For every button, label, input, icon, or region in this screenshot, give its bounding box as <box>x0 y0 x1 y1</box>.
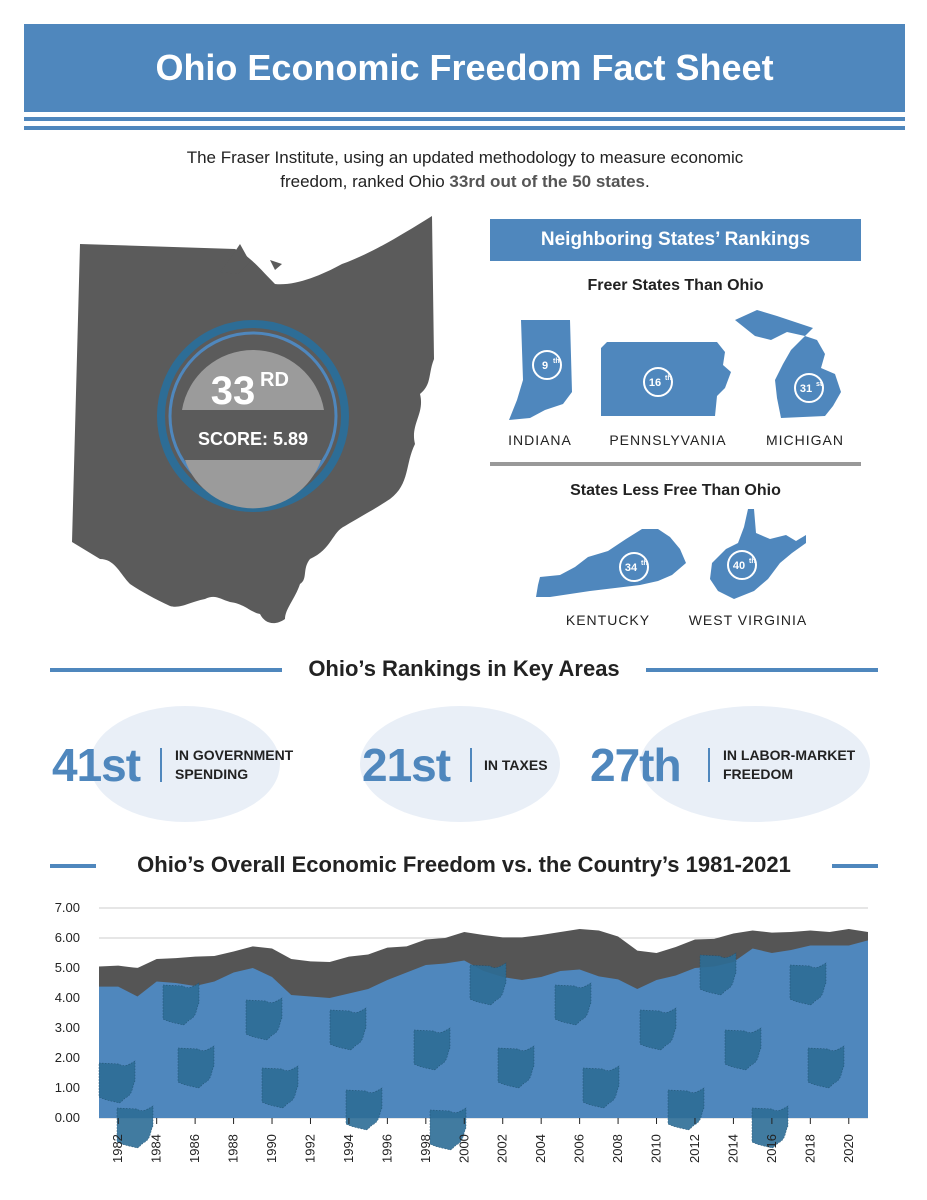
x-tick-label: 1984 <box>148 1134 164 1163</box>
michigan-upper-shape <box>735 310 813 340</box>
x-tick-label: 2020 <box>840 1134 856 1163</box>
spending-desc <box>175 746 293 784</box>
ohio-score: SCORE: 5.89 <box>197 429 309 449</box>
intro-line-2-prefix: freedom, ranked Ohio <box>280 172 450 191</box>
x-tick-label: 1994 <box>340 1134 356 1163</box>
chart-rule-right <box>832 864 878 868</box>
taxes-desc <box>484 756 548 775</box>
labor-desc-line-2: FREEDOM <box>723 766 793 782</box>
y-tick-label: 6.00 <box>54 930 80 945</box>
y-tick-label: 5.00 <box>54 960 80 975</box>
west-virginia-label: WEST VIRGINIA <box>688 612 808 628</box>
x-tick-label: 1988 <box>225 1134 241 1163</box>
spending-divider <box>160 748 162 782</box>
freer-heading: Freer States Than Ohio <box>587 277 764 294</box>
ohio-map <box>70 214 440 630</box>
less-free-heading: States Less Free Than Ohio <box>570 482 781 499</box>
kentucky-label: KENTUCKY <box>565 612 651 628</box>
intro-line-2-suffix: . <box>644 172 650 191</box>
intro-text <box>120 146 810 194</box>
title-bar <box>24 24 905 112</box>
x-tick-label: 2004 <box>533 1134 549 1163</box>
kentucky-rank-suffix: th <box>641 560 648 567</box>
y-tick-label: 3.00 <box>54 1020 80 1035</box>
x-tick-label: 1986 <box>187 1134 203 1163</box>
indiana-rank-suffix: th <box>553 358 560 365</box>
y-axis-ticks <box>55 900 80 1125</box>
ohio-icon <box>668 1088 704 1130</box>
labor-divider <box>708 748 710 782</box>
indiana-rank: 9 <box>541 360 549 372</box>
x-tick-label: 2002 <box>494 1134 510 1163</box>
indiana-label: INDIANA <box>508 432 572 448</box>
y-tick-label: 2.00 <box>54 1050 80 1065</box>
x-tick-label: 1998 <box>417 1134 433 1163</box>
y-tick-label: 0.00 <box>54 1110 80 1125</box>
key-areas-heading: Ohio’s Rankings in Key Areas <box>282 656 646 682</box>
x-tick-label: 2006 <box>571 1134 587 1163</box>
title-rule-top <box>24 117 905 121</box>
x-tick-label: 2016 <box>763 1134 779 1163</box>
y-tick-label: 1.00 <box>54 1080 80 1095</box>
spending-desc-line-2: SPENDING <box>175 766 249 782</box>
x-tick-label: 2018 <box>802 1134 818 1163</box>
intro-line-1: The Fraser Institute, using an updated methodology to measure economic <box>186 148 744 167</box>
west-virginia-rank: 40 <box>732 560 746 572</box>
x-tick-label: 1982 <box>110 1134 126 1163</box>
intro-highlight: 33rd out of the 50 states <box>449 172 645 191</box>
chart-rule-left <box>50 864 96 868</box>
taxes-desc-line-1: IN TAXES <box>484 757 548 773</box>
west-virginia-shape <box>710 509 806 599</box>
x-tick-label: 2012 <box>686 1134 702 1163</box>
x-tick-label: 1996 <box>379 1134 395 1163</box>
x-tick-label: 1990 <box>264 1134 280 1163</box>
area-chart <box>0 890 927 1180</box>
intro-line-2 <box>120 170 810 194</box>
labor-rank: 27th <box>590 739 681 791</box>
freer-states-graphic <box>495 310 865 425</box>
labor-desc <box>723 746 855 784</box>
neighbors-heading: Neighboring States’ Rankings <box>490 219 861 261</box>
x-tick-label: 2010 <box>648 1134 664 1163</box>
page-title: Ohio Economic Freedom Fact Sheet <box>155 47 774 88</box>
neighbors-divider <box>490 462 861 466</box>
pennsylvania-rank: 16 <box>648 377 662 389</box>
pennsylvania-label: PENNSLYVANIA <box>609 432 727 448</box>
x-axis-ticks <box>110 1118 856 1163</box>
ohio-rank-suffix: RD <box>260 369 289 391</box>
pennsylvania-rank-suffix: th <box>665 375 672 382</box>
spending-desc-line-1: IN GOVERNMENT <box>175 747 294 763</box>
michigan-rank-suffix: st <box>816 381 823 388</box>
kentucky-shape <box>536 529 686 597</box>
ohio-icon <box>346 1088 382 1130</box>
michigan-rank: 31 <box>799 383 813 395</box>
michigan-label: MICHIGAN <box>766 432 844 448</box>
x-tick-label: 2014 <box>725 1134 741 1163</box>
x-tick-label: 2008 <box>610 1134 626 1163</box>
less-free-states-graphic <box>530 505 820 605</box>
x-tick-label: 1992 <box>302 1134 318 1163</box>
west-virginia-rank-suffix: th <box>749 558 756 565</box>
spending-rank: 41st <box>52 739 141 791</box>
x-tick-label: 2000 <box>456 1134 472 1163</box>
taxes-divider <box>470 748 472 782</box>
taxes-rank: 21st <box>362 739 451 791</box>
kentucky-rank: 34 <box>624 562 638 574</box>
ohio-rank: 33 <box>210 369 256 413</box>
y-tick-label: 7.00 <box>54 900 80 915</box>
key-areas-rule-right <box>646 668 878 672</box>
y-tick-label: 4.00 <box>54 990 80 1005</box>
key-areas-rule-left <box>50 668 282 672</box>
title-rule-bottom <box>24 126 905 130</box>
labor-desc-line-1: IN LABOR-MARKET <box>723 747 856 763</box>
chart-areas <box>99 929 868 1118</box>
chart-title: Ohio’s Overall Economic Freedom vs. the Country’s 1981-2021 <box>96 852 832 878</box>
